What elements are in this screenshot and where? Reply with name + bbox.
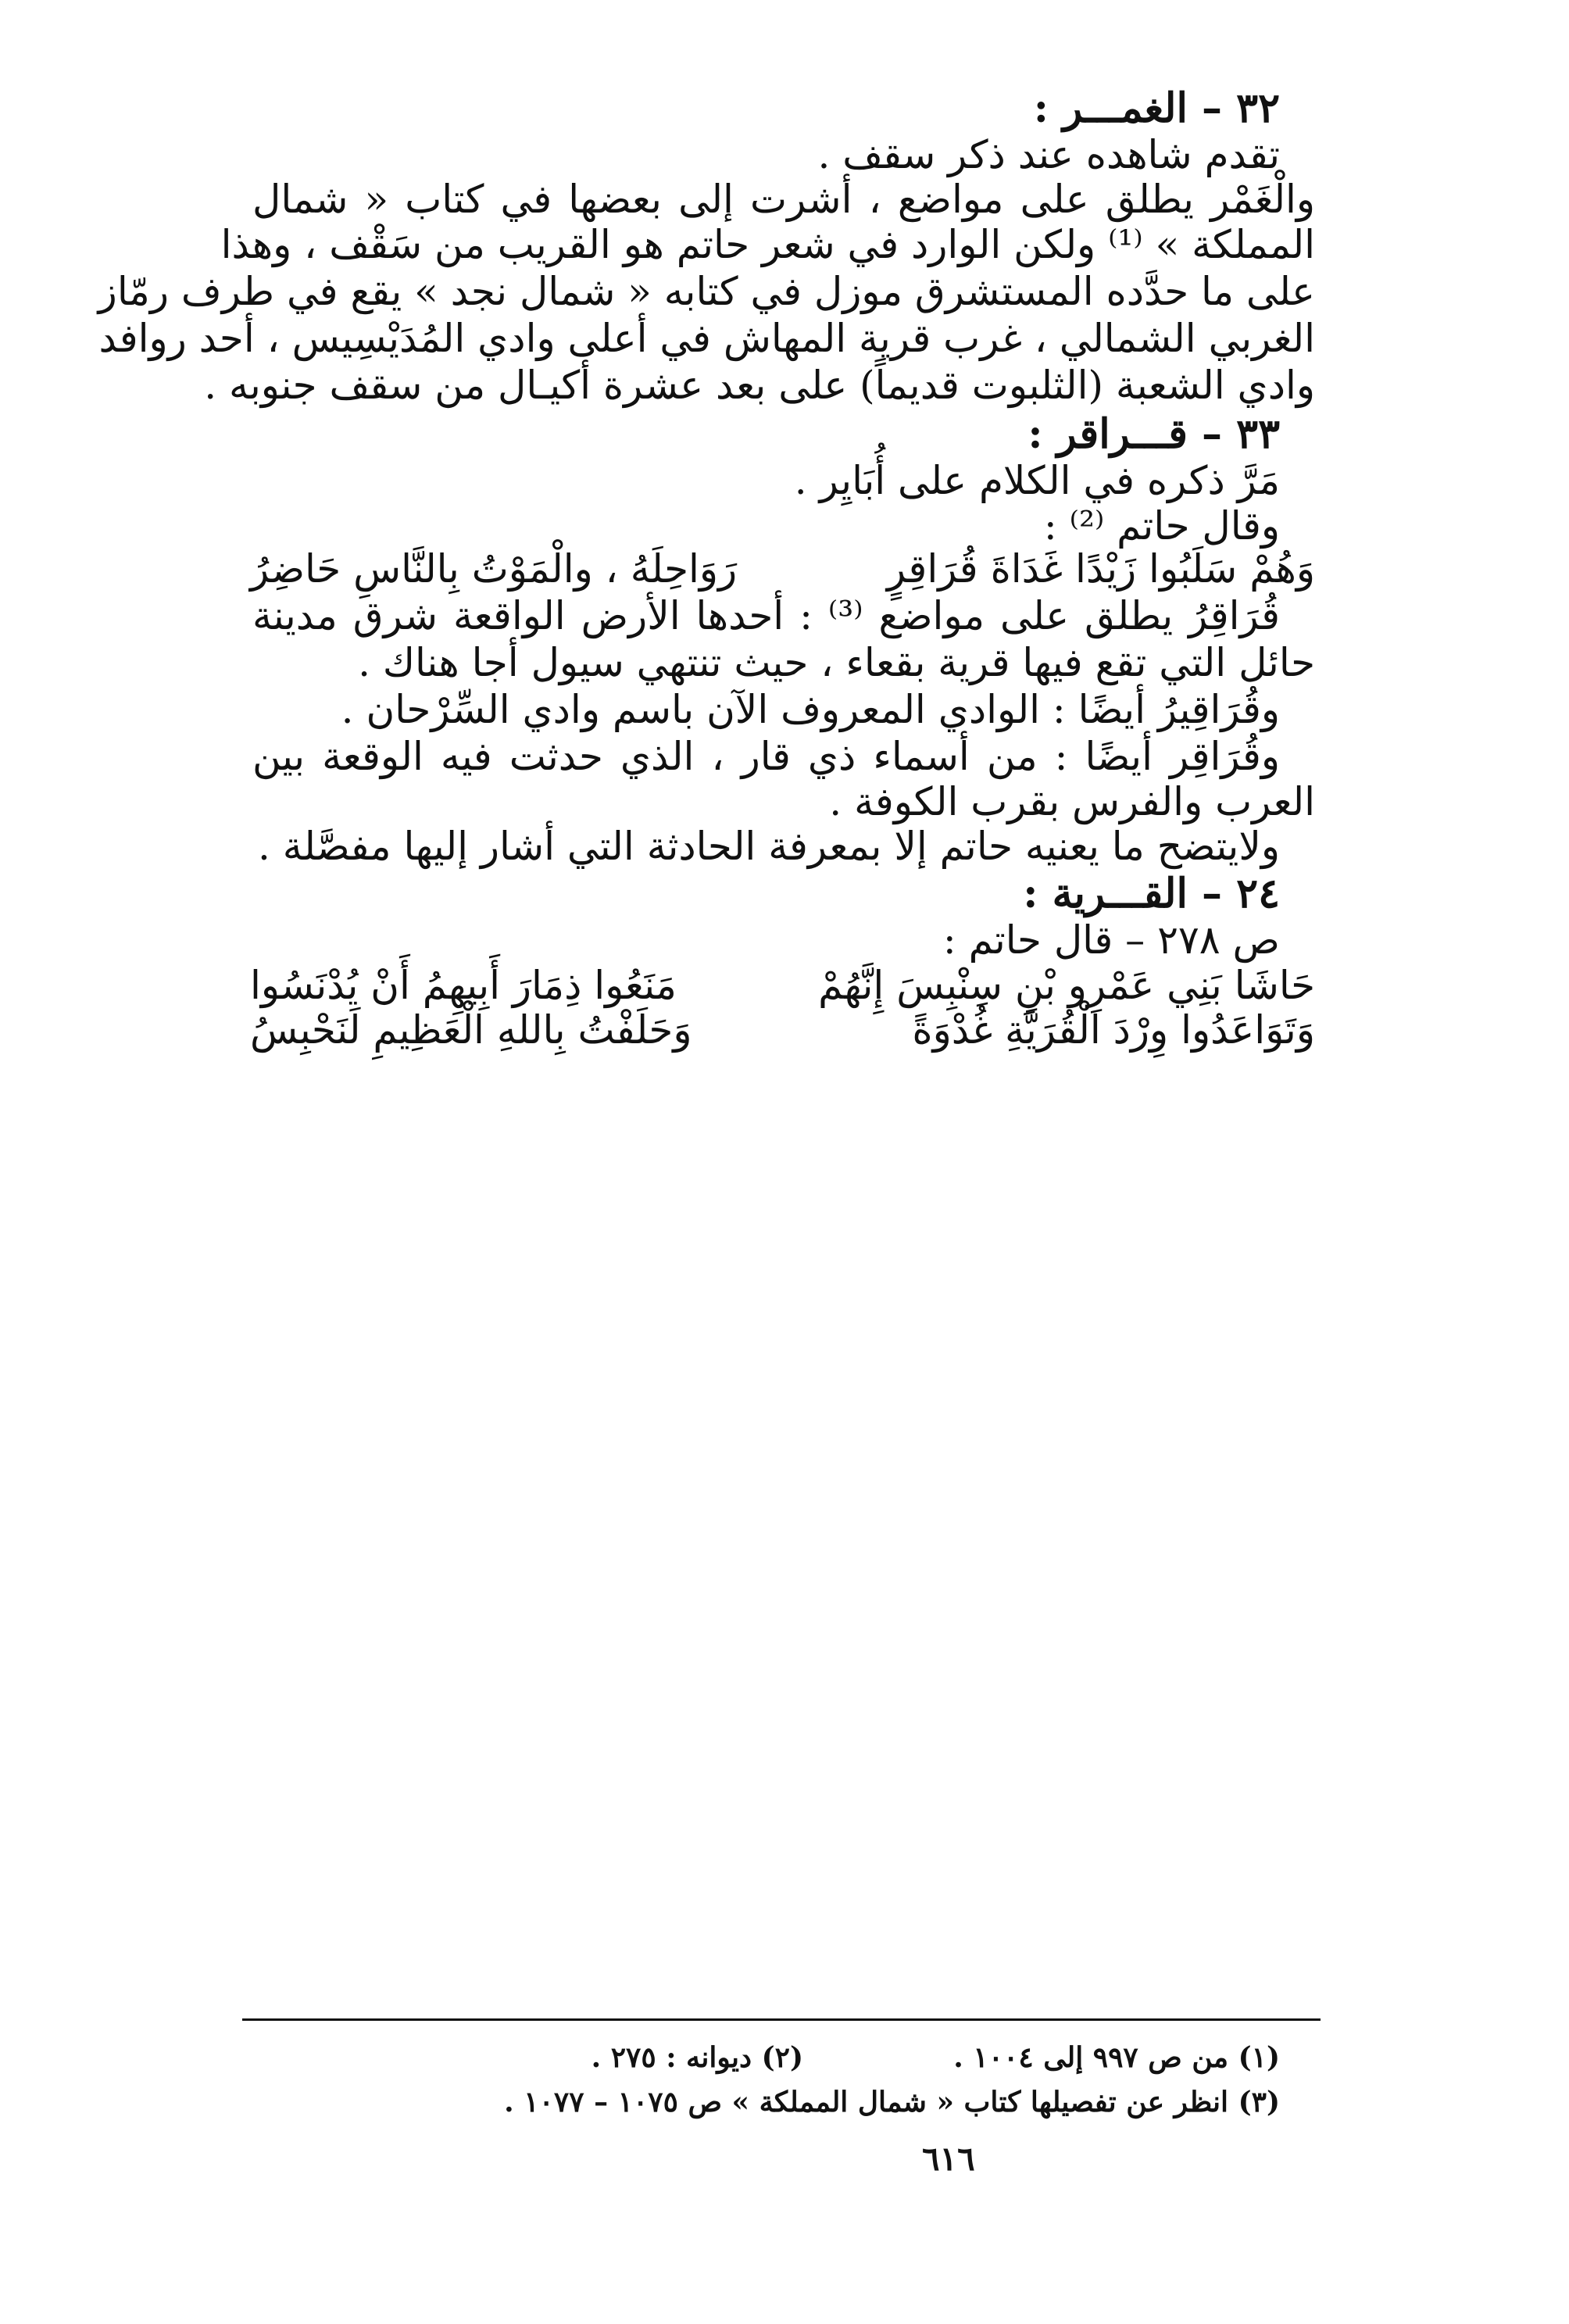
verse-first-hemistich: حَاشَا بَنِي عَمْرِو بْنِ سِنْبِسَ إِنَّهُمْ: [818, 963, 1315, 1008]
paragraph-line: وقُرَاقِيرُ أيضًا : الوادي المعروف الآن باسم وادي السِّرْحان .: [341, 687, 1280, 732]
footnote-3: (٣) انظر عن تفصيلها كتاب « شمال المملكة » ص ١٠٧٥ – ١٠٧٧ .: [504, 2086, 1280, 2118]
footnote-1: (١) من ص ٩٩٧ إلى ١٠٠٤ .: [953, 2041, 1280, 2074]
footnote-separator: [242, 2018, 1321, 2021]
paragraph-line: وادي الشعبة (الثلبوت قديماً) على بعد عشرة أكيـال من سقف جنوبه .: [204, 363, 1315, 408]
verse-first-hemistich: وَهُمْ سَلَبُوا زَيْدًا غَدَاةَ قُرَاقِرٍ: [886, 546, 1315, 592]
footnote-2: (٢) ديوانه : ٢٧٥ .: [591, 2041, 803, 2074]
verse-first-hemistich: وَتَوَاعَدُوا وِرْدَ الْقُرَيَّةِ غُدْوَةً: [912, 1007, 1315, 1053]
paragraph-line: ولايتضح ما يعنيه حاتم إلا بمعرفة الحادثة التي أشار إليها مفصَّلة .: [257, 824, 1280, 869]
paragraph-line: والْغَمْر يطلق على مواضع ، أشرت إلى بعضها في كتاب « شمال: [252, 177, 1315, 222]
paragraph-line: على ما حدَّده المستشرق موزل في كتابه « شمال نجد » يقع في طرف رمّاز: [98, 269, 1315, 314]
paragraph-line: تقدم شاهده عند ذكر سقف .: [817, 132, 1280, 177]
section-heading-32: ٣٢ – الغمـــر :: [1033, 84, 1280, 132]
paragraph-line: المملكة » ⁽¹⁾ ولكن الوارد في شعر حاتم هو القريب من سَقْف ، وهذا: [220, 222, 1315, 267]
paragraph-line: مَرَّ ذكره في الكلام على أُبَايِر .: [794, 458, 1280, 503]
section-heading-33: ٣٣ – قـــراقر :: [1028, 410, 1280, 458]
paragraph-line: العرب والفرس بقرب الكوفة .: [829, 779, 1315, 824]
section-heading-24: ٢٤ – القـــرية :: [1023, 870, 1280, 917]
verse-second-hemistich: وَحَلَفْتُ بِاللهِ الْعَظِيمِ لَنَحْبِسُ: [250, 1007, 692, 1053]
paragraph-line: حائل التي تقع فيها قرية بقعاء ، حيث تنتهي سيول أجا هناك .: [358, 640, 1315, 685]
page-number: ٦١٦: [922, 2140, 975, 2178]
paragraph-line: ص ٢٧٨ – قال حاتم :: [942, 917, 1280, 963]
verse-second-hemistich: مَنَعُوا ذِمَارَ أَبِيهِمُ أَنْ يُدْنَسُوا: [250, 963, 677, 1008]
paragraph-line: وقُرَاقِر أيضًا : من أسماء ذي قار ، الذي حدثت فيه الوقعة بين: [252, 734, 1280, 779]
verse-second-hemistich: رَوَاحِلَهُ ، والْمَوْتُ بِالنَّاسِ حَاضِرُ: [250, 546, 738, 592]
paragraph-line: قُرَاقِرُ يطلق على مواضع ⁽³⁾ : أحدها الأرض الواقعة شرق مدينة: [252, 593, 1280, 638]
paragraph-line: وقال حاتم ⁽²⁾ :: [1043, 503, 1280, 549]
paragraph-line: الغربي الشمالي ، غرب قرية المهاش في أعلى وادي المُدَيْسِيس ، أحد روافد: [98, 316, 1315, 361]
